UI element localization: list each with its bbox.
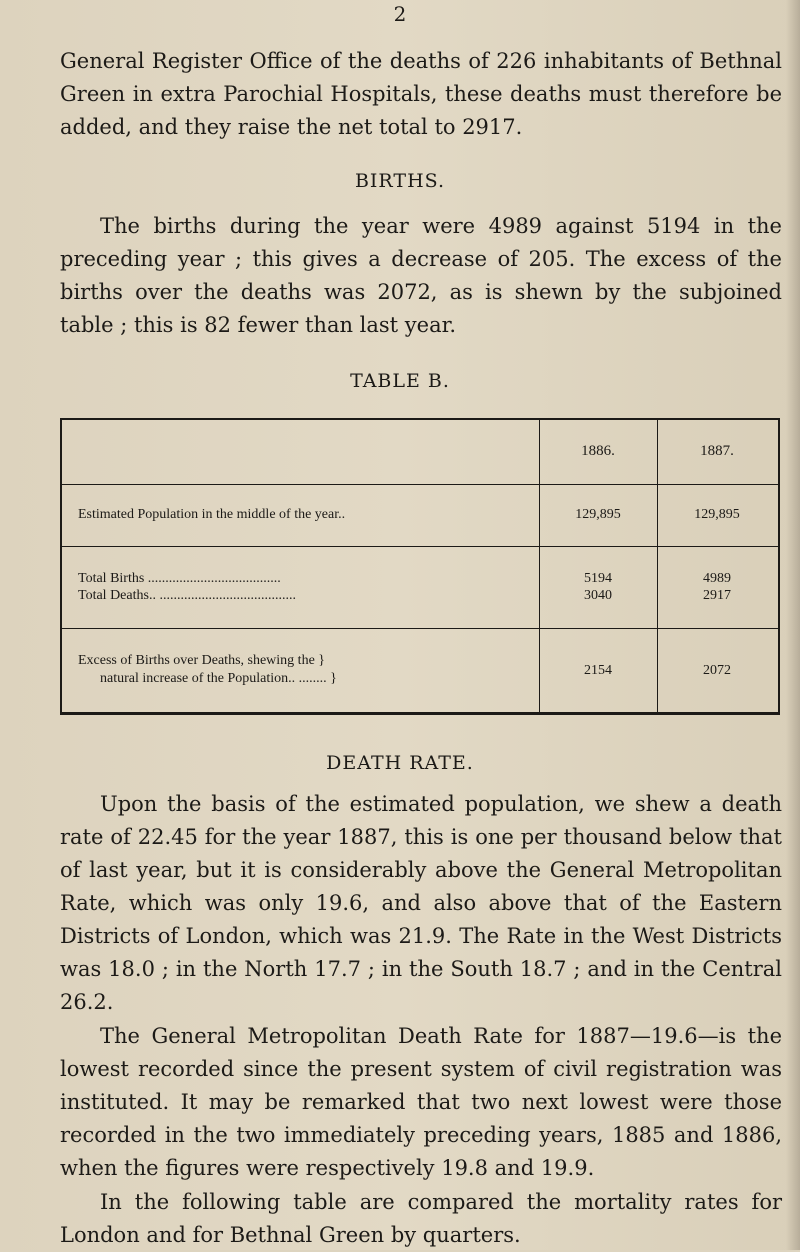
- births-paragraph: The births during the year were 4989 against 5194 in the preceding year ; this gives a decrease of 205. The excess of the births over the deaths was 2072, as is shewn by the subjoined table ; this is 82 fewer than last year.: [60, 214, 782, 337]
- table-divider-1: [539, 420, 540, 712]
- death-rate-heading: DEATH RATE.: [326, 752, 474, 774]
- cell-births-1886: 5194: [584, 571, 612, 586]
- death-rate-paragraph-2: The General Metropolitan Death Rate for 1887—19.6—is the lowest recorded since the present system of civil registration was instituted. It may be remarked that two next lowest were those recorded in the two immediately preceding years, 1885 and 1886, when the figures were respectively 19.8 and 19.9.: [60, 1024, 782, 1180]
- page-edge-shadow: [786, 0, 800, 1250]
- row-label-excess-line2: natural increase of the Population.. ........ }: [100, 671, 337, 686]
- table-divider-2: [657, 420, 658, 712]
- row-label-population: Estimated Population in the middle of the year..: [78, 507, 346, 522]
- row-label-deaths: Total Deaths.. .......................................: [78, 588, 296, 603]
- births-heading: BIRTHS.: [354, 170, 446, 192]
- table-rule-totals: [62, 628, 778, 629]
- row-label-excess-line1: Excess of Births over Deaths, shewing the }: [78, 653, 326, 668]
- death-rate-paragraph-3: In the following table are compared the mortality rates for London and for Bethnal Green by quarters.: [60, 1190, 782, 1247]
- death-rate-paragraph-1: Upon the basis of the estimated population, we shew a death rate of 22.45 for the year 1887, this is one per thousand below that of last year, but it is considerably above the General Metropolitan Rate, which was only 19.6, and also above that of the Eastern Districts of London, which was 21.9. The Rate in the West Districts was 18.0 ; in the North 17.7 ; in the South 18.7 ; and in the Central 26.2.: [60, 792, 782, 1014]
- cell-deaths-1886: 3040: [584, 588, 612, 603]
- row-label-births: Total Births ......................................: [78, 571, 281, 586]
- col-header-1886: 1886.: [581, 443, 615, 459]
- intro-paragraph: General Register Office of the deaths of 226 inhabitants of Bethnal Green in extra Parochial Hospitals, these deaths must therefore be added, and they raise the net total to 2917.: [60, 49, 782, 139]
- cell-population-1886: 129,895: [575, 507, 621, 522]
- table-b: [60, 418, 780, 715]
- table-rule-header: [62, 484, 778, 485]
- page-number: 2: [393, 2, 407, 26]
- col-header-1887: 1887.: [700, 443, 734, 459]
- cell-excess-1886: 2154: [584, 663, 612, 678]
- table-rule-population: [62, 546, 778, 547]
- cell-deaths-1887: 2917: [703, 588, 731, 603]
- cell-births-1887: 4989: [703, 571, 731, 586]
- cell-population-1887: 129,895: [694, 507, 740, 522]
- table-heading: TABLE B.: [350, 370, 450, 392]
- cell-excess-1887: 2072: [703, 663, 731, 678]
